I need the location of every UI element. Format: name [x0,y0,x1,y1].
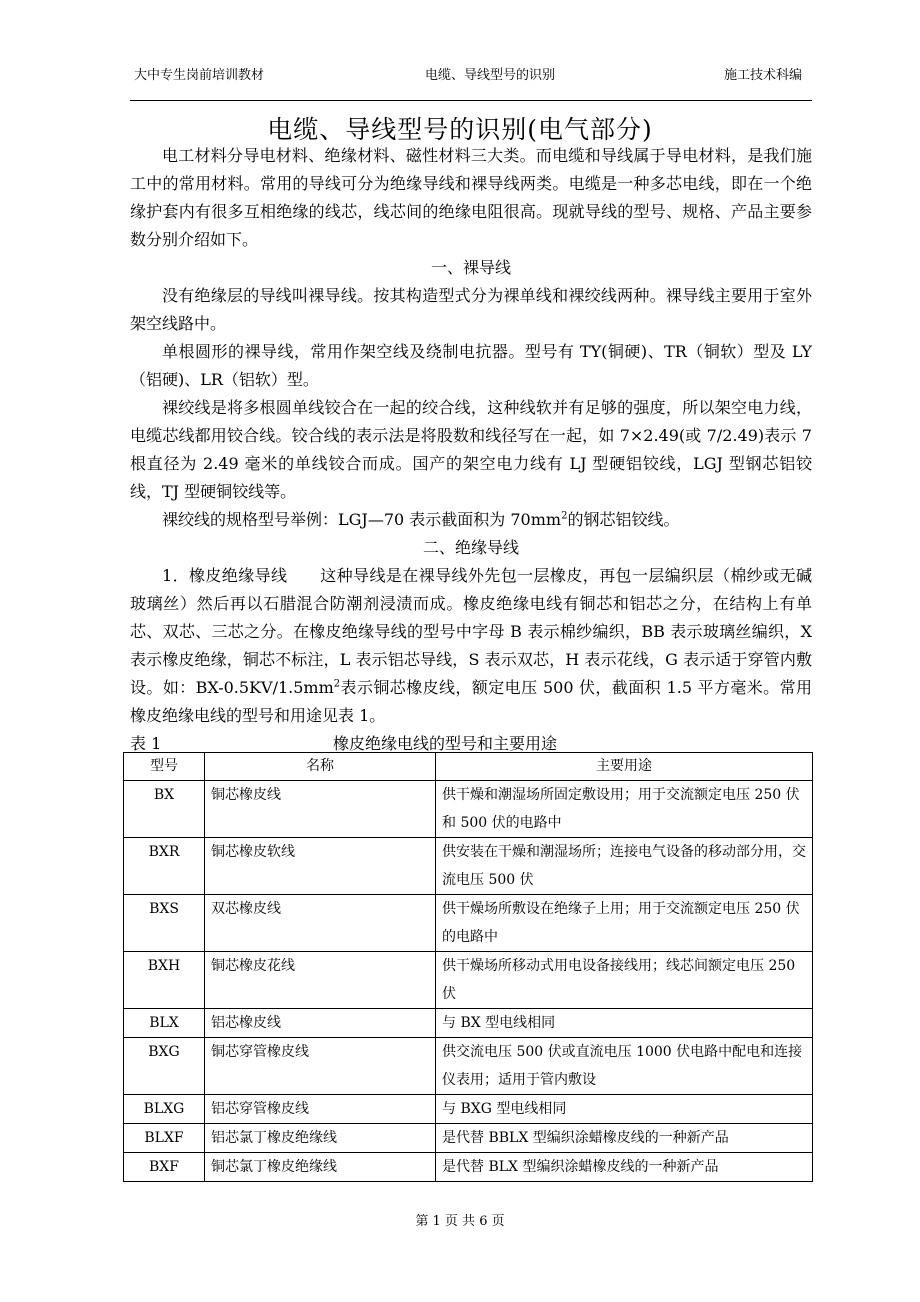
table-caption-text: 橡皮绝缘电线的型号和主要用途 [333,734,558,753]
bare-wire-paragraph-4 [130,506,812,534]
cell-model: BLX [124,1009,205,1038]
cell-model: BLXG [124,1095,205,1124]
table-row [124,838,813,895]
cell-use: 供干燥场所移动式用电设备接线用；线芯间额定电压 250 伏 [436,952,813,1009]
bare-wire-paragraph-3: 裸绞线是将多根圆单线铰合在一起的绞合线，这种线软并有足够的强度，所以架空电力线，电缆芯线都用铰合线。铰合线的表示法是将股数和线径写在一起，如 7×2.49(或 7/2.49)表示 7 根直径为 2.49 毫米的单线铰合而成。国产的架空电力线有 LJ 型硬铝铰线，LGJ 型钢芯铝铰线，TJ 型硬铜铰线等。 [130,398,812,501]
header-divider [130,100,812,101]
table-row [124,895,813,952]
s2-text-a: 1．橡皮绝缘导线 这种导线是在裸导线外先包一层橡皮，再包一层编织层（棉纱或无碱玻璃丝）然后再以石腊混合防潮剂浸渍而成。橡皮绝缘电线有铜芯和铝芯之分，在结构上有单芯、双芯、三芯之分。在橡皮绝缘导线的型号中字母 B 表示棉纱编织，BB 表示玻璃丝编织，X 表示橡皮绝缘，铜芯不标注，L 表示铝芯导线，S 表示双芯，H 表示花线，G 表示适于穿管内敷设。如：BX-0.5KV/1.5mm [130,566,812,697]
insulated-wire-paragraph-1 [130,562,812,730]
table-row [124,1124,813,1153]
cell-model: BXF [124,1153,205,1182]
table-header-row [124,753,813,781]
cell-name: 双芯橡皮线 [205,895,436,952]
cell-model: BLXF [124,1124,205,1153]
table-row [124,1009,813,1038]
document-body [130,142,812,758]
s2-superscript: 2 [333,678,341,690]
cell-use: 供干燥和潮湿场所固定敷设用；用于交流额定电压 250 伏和 500 伏的电路中 [436,781,813,838]
section-heading-bare-wire: 一、裸导线 [430,258,511,277]
section-heading-insulated-wire: 二、绝缘导线 [422,538,519,557]
header-left-text: 大中专生岗前培训教材 [134,68,265,83]
p4-text-b: 的钢芯铝铰线。 [567,510,680,529]
header-name: 名称 [205,753,436,781]
header-use: 主要用途 [436,753,813,781]
cell-model: BXS [124,895,205,952]
document-title: 电缆、导线型号的识别(电气部分) [267,115,653,144]
table-row [124,1038,813,1095]
cell-name: 铜芯氯丁橡皮绝缘线 [205,1153,436,1182]
table-row [124,1095,813,1124]
cell-use: 是代替 BLX 型编织涂蜡橡皮线的一种新产品 [436,1153,813,1182]
cell-name: 铝芯橡皮线 [205,1009,436,1038]
bare-wire-paragraph-1: 没有绝缘层的导线叫裸导线。按其构造型式分为裸单线和裸绞线两种。裸导线主要用于室外架空线路中。 [130,286,812,333]
table-row [124,952,813,1009]
cell-model: BX [124,781,205,838]
wire-types-table [123,752,813,1182]
cell-use: 供干燥场所敷设在绝缘子上用；用于交流额定电压 250 伏的电路中 [436,895,813,952]
cell-use: 供安装在干燥和潮湿场所；连接电气设备的移动部分用，交流电压 500 伏 [436,838,813,895]
cell-use: 与 BX 型电线相同 [436,1009,813,1038]
cell-name: 铜芯橡皮花线 [205,952,436,1009]
cell-name: 铜芯橡皮软线 [205,838,436,895]
intro-paragraph: 电工材料分导电材料、绝缘材料、磁性材料三大类。而电缆和导线属于导电材料，是我们施工中的常用材料。常用的导线可分为绝缘导线和裸导线两类。电缆是一种多芯电线，即在一个绝缘护套内有很多互相绝缘的线芯，线芯间的绝缘电阻很高。现就导线的型号、规格、产品主要参数分别介绍如下。 [130,146,812,249]
header-center-text: 电缆、导线型号的识别 [425,68,556,83]
page-header [130,64,812,90]
header-right-text: 施工技术科编 [723,68,802,83]
cell-name: 铜芯穿管橡皮线 [205,1038,436,1095]
p4-text-a: 裸绞线的规格型号举例：LGJ—70 表示截面积为 70mm [162,510,562,529]
cell-use: 供交流电压 500 伏或直流电压 1000 伏电路中配电和连接仪表用；适用于管内敷设 [436,1038,813,1095]
bare-wire-paragraph-2: 单根圆形的裸导线，常用作架空线及绕制电抗器。型号有 TY(铜硬)、TR（铜软）型及 LY（铝硬)、LR（铝软）型。 [130,342,812,389]
cell-name: 铝芯穿管橡皮线 [205,1095,436,1124]
table-label: 表 1 [130,734,162,753]
header-model: 型号 [124,753,205,781]
p4-superscript: 2 [561,510,568,522]
page-footer: 第 1 页 共 6 页 [415,1214,505,1229]
cell-name: 铝芯氯丁橡皮绝缘线 [205,1124,436,1153]
cell-use: 是代替 BBLX 型编织涂蜡橡皮线的一种新产品 [436,1124,813,1153]
table-row [124,1153,813,1182]
s2-text-b: 表示铜芯橡皮线，额定电压 500 伏，截面积 1.5 平方毫米。常用橡皮绝缘电线的型号和用途见表 1。 [130,678,812,725]
cell-model: BXH [124,952,205,1009]
cell-model: BXR [124,838,205,895]
cell-name: 铜芯橡皮线 [205,781,436,838]
cell-use: 与 BXG 型电线相同 [436,1095,813,1124]
table-row [124,781,813,838]
cell-model: BXG [124,1038,205,1095]
